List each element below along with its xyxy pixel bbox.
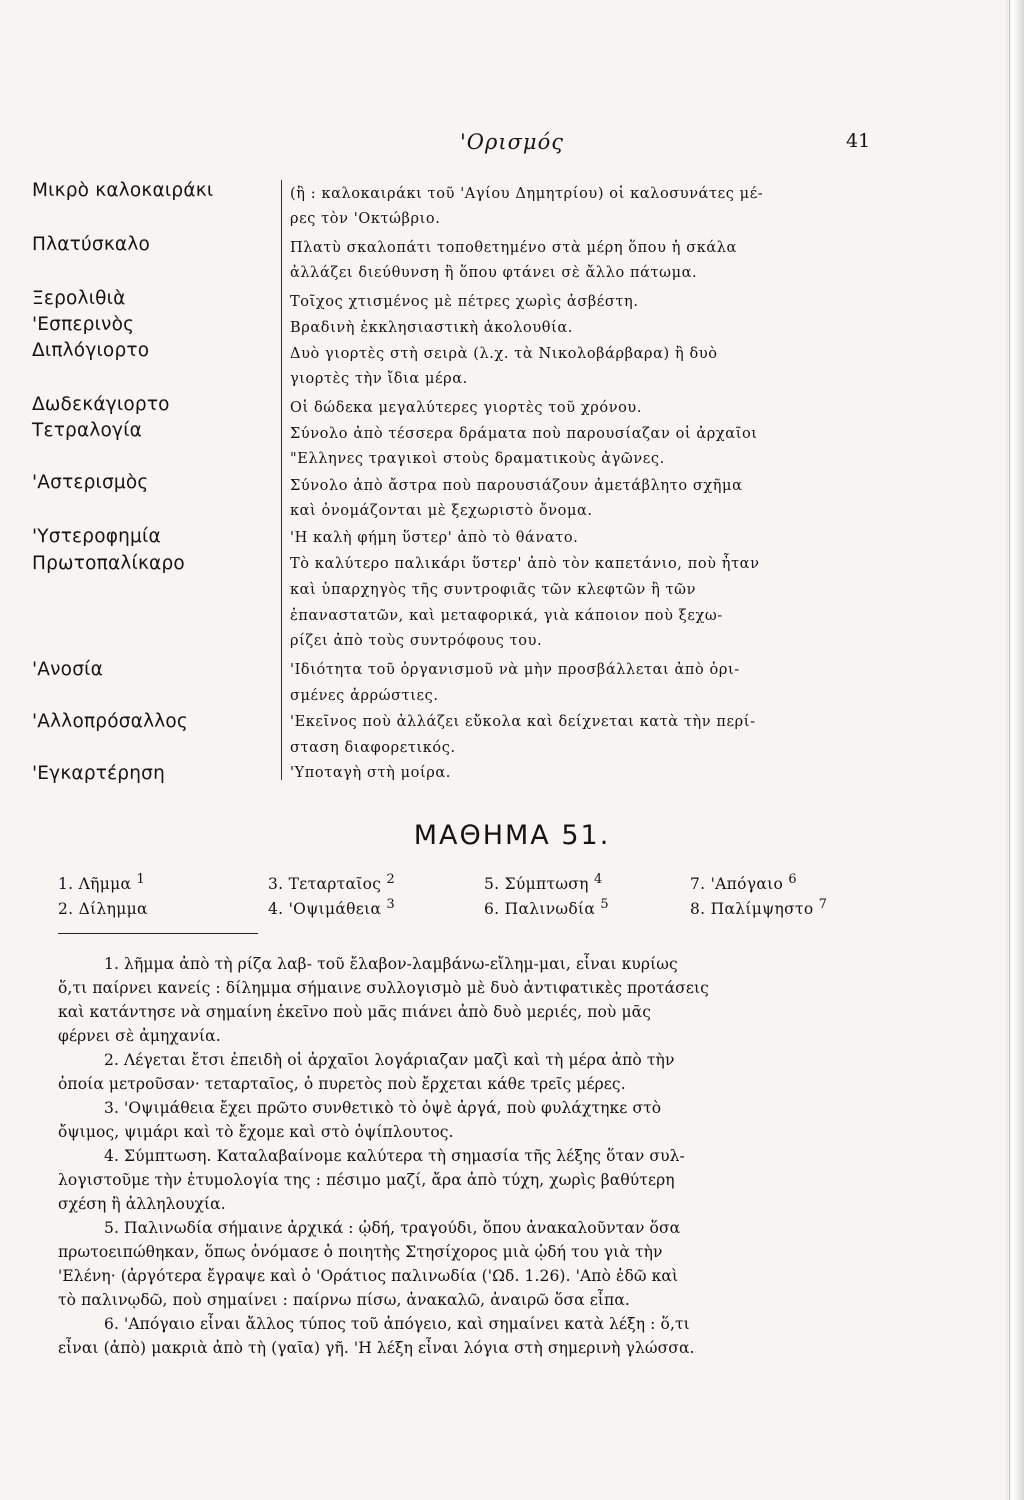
glossary-definition: Βραδινὴ ἐκκλησιαστικὴ ἀκολουθία. xyxy=(290,320,573,336)
footnote-line: 2. Λέγεται ἔτσι ἐπειδὴ οἱ ἀρχαῖοι λογάριαζαν μαζὶ καὶ τὴ μέρα ἀπὸ τὴν xyxy=(104,1051,675,1069)
footnote-line: 1. λῆμμα ἀπὸ τὴ ρίζα λαβ- τοῦ ἔλαβον-λαμβάνω-εἴλημ-μαι, εἶναι κυρίως xyxy=(104,955,678,973)
glossary-definition: καὶ ὀνομάζονται μὲ ξεχωριστὸ ὄνομα. xyxy=(290,503,593,519)
glossary-term: 'Εσπερινὸς xyxy=(32,314,135,335)
glossary-term: 'Εγκαρτέρηση xyxy=(32,763,166,784)
footnote-line: τὸ παλινῳδῶ, ποὺ σημαίνει : παίρνω πίσω, ἀνακαλῶ, ἀναιρῶ ὅσα εἶπα. xyxy=(58,1291,630,1309)
glossary-definition: Τοῖχος χτισμένος μὲ πέτρες χωρὶς ἀσβέστη. xyxy=(290,294,639,310)
glossary-term: Διπλόγιορτο xyxy=(32,340,150,361)
glossary-term: Μικρὸ καλοκαιράκι xyxy=(32,180,214,201)
lesson-word: 5. Σύμπτωση $^4$ xyxy=(484,872,603,894)
footnote-line: 3. 'Οψιμάθεια ἔχει πρῶτο συνθετικὸ τὸ ὀψὲ ἀργά, ποὺ φυλάχτηκε στὸ xyxy=(104,1099,662,1117)
glossary-definition: 'Εκεῖνος ποὺ ἀλλάζει εὔκολα καὶ δείχνεται κατὰ τὴν περί- xyxy=(290,714,756,730)
glossary-term: Δωδεκάγιορτο xyxy=(32,394,170,415)
footnote-line: ὄψιμος, ψιμάρι καὶ τὸ ἔχομε καὶ στὸ ὀψίπλουτος. xyxy=(58,1123,454,1141)
page-number: 41 xyxy=(846,130,871,152)
lesson-title: ΜΑΘΗΜΑ 51. xyxy=(413,820,611,851)
footnote-line: λογιστοῦμε τὴν ἐτυμολογία της : πέσιμο μαζί, ἄρα ἀπὸ τύχη, χωρὶς βαθύτερη xyxy=(58,1171,675,1189)
footnote-line: σχέση ἢ ἀλληλουχία. xyxy=(58,1195,226,1213)
glossary-definition: Οἱ δώδεκα μεγαλύτερες γιορτὲς τοῦ χρόνου. xyxy=(290,400,643,416)
footnote-line: 6. 'Απόγαιο εἶναι ἄλλος τύπος τοῦ ἀπόγειο, καὶ σημαίνει κατὰ λέξη : ὅ,τι xyxy=(104,1315,690,1333)
glossary-definition: σμένες ἀρρώστιες. xyxy=(290,688,439,704)
glossary-definition: Δυὸ γιορτὲς στὴ σειρὰ (λ.χ. τὰ Νικολοβάρβαρα) ἢ δυὸ xyxy=(290,346,718,362)
glossary-definition: σταση διαφορετικός. xyxy=(290,740,456,756)
footnote-line: ὁποία μετροῦσαν· τεταρταῖος, ὁ πυρετὸς ποὺ ἔρχεται κάθε τρεῖς μέρες. xyxy=(58,1075,626,1093)
glossary-term: 'Υστεροφημία xyxy=(32,526,161,547)
footnote-line: φέρνει σὲ ἀμηχανία. xyxy=(58,1027,221,1045)
footnote-line: εἶναι (ἀπὸ) μακριὰ ἀπὸ τὴ (γαῖα) γῆ. 'Η λέξη εἶναι λόγια στὴ σημερινὴ γλώσσα. xyxy=(58,1339,695,1357)
glossary-definition: γιορτὲς τὴν ἴδια μέρα. xyxy=(290,371,468,387)
column-divider xyxy=(281,180,282,780)
running-title: 'Ορισμός xyxy=(460,130,564,154)
glossary-definition: 'Ιδιότητα τοῦ ὀργανισμοῦ νὰ μὴν προσβάλλεται ἀπὸ ὁρι- xyxy=(290,662,740,678)
glossary-term: Πλατύσκαλο xyxy=(32,234,150,255)
glossary-term: Τετραλογία xyxy=(32,420,143,441)
lesson-word: 2. Δίλημμα xyxy=(58,900,148,919)
glossary-definition: ρες τὸν 'Οκτώβριο. xyxy=(290,211,441,227)
lesson-word: 8. Παλίμψηστο $^7$ xyxy=(690,897,828,919)
glossary-definition: ἐπαναστατῶν, καὶ μεταφορικά, γιὰ κάποιον ποὺ ξεχω- xyxy=(290,608,723,624)
glossary-definition: ἀλλάζει διεύθυνση ἢ ὅπου φτάνει σὲ ἄλλο πάτωμα. xyxy=(290,265,698,281)
footnote-line: 5. Παλινωδία σήμαινε ἀρχικά : ᾠδή, τραγούδι, ὅπου ἀνακαλοῦνταν ὅσα xyxy=(104,1219,681,1237)
glossary-term: Πρωτοπαλίκαρο xyxy=(32,553,185,574)
footnote-line: καὶ κατάντησε νὰ σημαίνη ἐκεῖνο ποὺ μᾶς πιάνει ἀπὸ δυὸ μεριές, ποὺ μᾶς xyxy=(58,1003,651,1021)
glossary-definition: Σύνολο ἀπὸ ἄστρα ποὺ παρουσιάζουν ἀμετάβλητο σχῆμα xyxy=(290,478,743,494)
lesson-word: 4. 'Οψιμάθεια $^3$ xyxy=(268,897,396,919)
glossary-term: 'Αστερισμὸς xyxy=(32,472,149,493)
glossary-term: 'Αλλοπρόσαλλος xyxy=(32,711,188,732)
glossary-definition: 'Υποταγὴ στὴ μοίρα. xyxy=(290,765,451,781)
lesson-word: 7. 'Απόγαιο $^6$ xyxy=(690,872,797,894)
glossary-definition: Πλατὺ σκαλοπάτι τοποθετημένο στὰ μέρη ὅπου ἡ σκάλα xyxy=(290,240,737,256)
glossary-definition: Τὸ καλύτερο παλικάρι ὕστερ' ἀπὸ τὸν καπετάνιο, ποὺ ἦταν xyxy=(290,556,760,572)
lesson-word: 1. Λῆμμα $^1$ xyxy=(58,872,145,894)
glossary-definition: 'Η καλὴ φήμη ὕστερ' ἀπὸ τὸ θάνατο. xyxy=(290,530,579,546)
footnote-line: 'Ελένη· (ἀργότερα ἔγραψε καὶ ὁ 'Οράτιος παλινωδία ('Ωδ. 1.26). 'Απὸ ἐδῶ καὶ xyxy=(58,1267,679,1285)
footnote-line: ὅ,τι παίρνει κανείς : δίλημμα σήμαινε συλλογισμὸ μὲ δυὸ ἀντιφατικὲς προτάσεις xyxy=(58,979,709,997)
glossary-definition: ρίζει ἀπὸ τοὺς συντρόφους του. xyxy=(290,633,543,649)
footnote-rule xyxy=(58,933,258,934)
glossary-definition: (ἢ : καλοκαιράκι τοῦ 'Αγίου Δημητρίου) οἱ καλοσυνάτες μέ- xyxy=(290,186,764,202)
lesson-word: 6. Παλινωδία $^5$ xyxy=(484,897,609,919)
footnote-line: πρωτοειπώθηκαν, ὅπως ὀνόμασε ὁ ποιητὴς Στησίχορος μιὰ ᾠδή του γιὰ τὴν xyxy=(58,1243,663,1261)
glossary-definition: "Ελληνες τραγικοὶ στοὺς δραματικοὺς ἀγῶνες. xyxy=(290,451,665,467)
glossary-definition: καὶ ὑπαρχηγὸς τῆς συντροφιᾶς τῶν κλεφτῶν ἢ τῶν xyxy=(290,582,697,598)
glossary-term: Ξερολιθιὰ xyxy=(32,288,126,309)
glossary-term: 'Ανοσία xyxy=(32,659,103,680)
glossary-definition: Σύνολο ἀπὸ τέσσερα δράματα ποὺ παρουσίαζαν οἱ ἀρχαῖοι xyxy=(290,426,758,442)
footnote-line: 4. Σύμπτωση. Καταλαβαίνομε καλύτερα τὴ σημασία τῆς λέξης ὅταν συλ- xyxy=(104,1147,685,1165)
lesson-word: 3. Τεταρταῖος $^2$ xyxy=(268,872,396,894)
